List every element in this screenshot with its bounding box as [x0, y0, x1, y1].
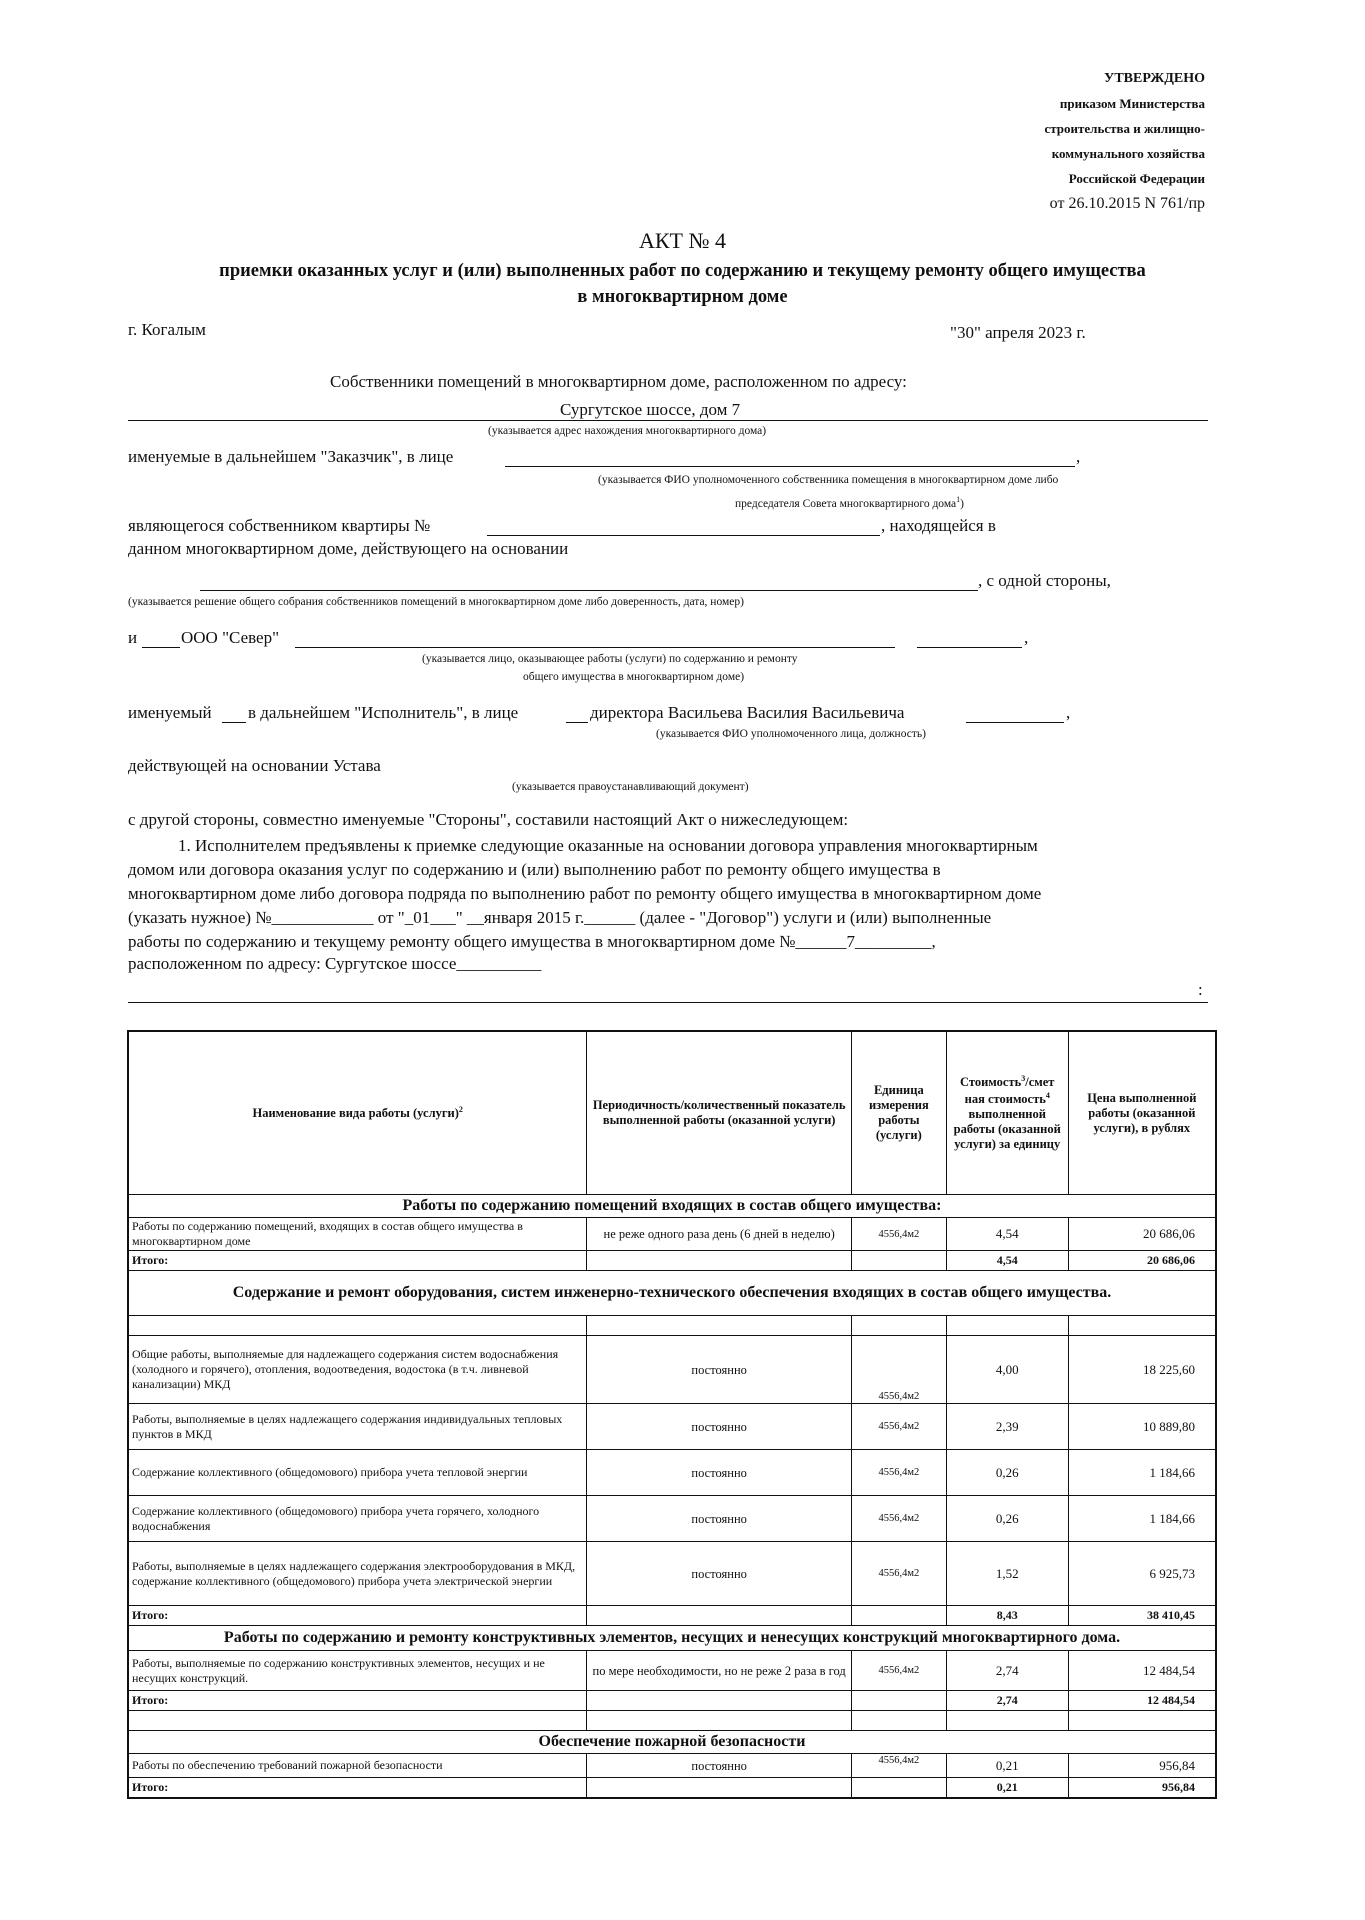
- act-title: АКТ № 4: [639, 228, 726, 253]
- row-price: 20 686,06: [1068, 1218, 1216, 1251]
- row-periodicity: постоянно: [587, 1754, 851, 1778]
- executor-b: в дальнейшем "Исполнитель", в лице: [248, 703, 519, 722]
- basis-underline: [200, 590, 978, 591]
- contractor-underline2: [917, 647, 1022, 648]
- row-price: 18 225,60: [1068, 1336, 1216, 1404]
- row-unit: 4556,4м2: [851, 1542, 946, 1606]
- total-row: [128, 1606, 1216, 1626]
- and-word: и: [128, 628, 138, 647]
- total-label: Итого:: [128, 1778, 587, 1799]
- section-title: Содержание и ремонт оборудования, систем инженерно-технического обеспечения входящих в состав общего имущества.: [128, 1271, 1216, 1316]
- header-cost-a: Стоимость: [960, 1075, 1022, 1090]
- approval-line: Российской Федерации: [1068, 171, 1205, 186]
- paragraph1-line2: домом или договора оказания услуг по содержанию и (или) выполнению работ по ремонту общего имущества в: [128, 860, 941, 879]
- contractor-note2: общего имущества в многоквартирном доме): [523, 671, 745, 683]
- section-row: [128, 1195, 1216, 1218]
- address: Сургутское шоссе, дом 7: [560, 400, 741, 419]
- row-name: Общие работы, выполняемые для надлежащего содержания систем водоснабжения (холодного и горячего), отопления, водоотведения, водостока (в т.ч. ливневой канализации) МКД: [128, 1336, 587, 1404]
- total-cost: 0,21: [946, 1778, 1068, 1799]
- executor-underline-b: [566, 722, 588, 723]
- row-periodicity: постоянно: [587, 1542, 851, 1606]
- total-price: 956,84: [1068, 1778, 1216, 1799]
- row-cost: 1,52: [946, 1542, 1068, 1606]
- customer-note2-text: председателя Совета многоквартирного дома: [735, 497, 957, 510]
- act-subtitle-line2: в многоквартирном доме: [577, 287, 788, 307]
- table-row: [128, 1336, 1216, 1404]
- customer-line: именуемые в дальнейшем "Заказчик", в лице: [128, 447, 454, 466]
- total-cost: 2,74: [946, 1691, 1068, 1711]
- apartment-underline: [487, 535, 880, 536]
- paragraph1-underline: [128, 1002, 1208, 1003]
- total-row: [128, 1691, 1216, 1711]
- row-name: Работы, выполняемые по содержанию конструктивных элементов, несущих и не несущих конструкций.: [128, 1651, 587, 1691]
- paragraph1-line3: многоквартирном доме либо договора подряда по выполнению работ по ремонту общего имущества в многоквартирном доме: [128, 884, 1042, 903]
- contractor-end: ,: [1024, 628, 1029, 647]
- one-side: , с одной стороны,: [978, 571, 1111, 590]
- contractor-underline-pre: [142, 647, 180, 648]
- customer-underline: [505, 466, 1075, 467]
- header-price: Цена выполненной работы (оказанной услуги), в рублях: [1068, 1031, 1216, 1195]
- contractor-name: ООО "Север": [181, 628, 280, 647]
- row-price: 10 889,80: [1068, 1404, 1216, 1450]
- row-periodicity: постоянно: [587, 1336, 851, 1404]
- row-cost: 0,21: [946, 1754, 1068, 1778]
- footnote-ref: 1: [956, 495, 961, 504]
- row-name: Работы по содержанию помещений, входящих в состав общего имущества в многоквартирном доме: [128, 1218, 587, 1251]
- row-price: 956,84: [1068, 1754, 1216, 1778]
- approval-line: строительства и жилищно-: [1044, 121, 1205, 136]
- row-name: Работы, выполняемые в целях надлежащего содержания индивидуальных тепловых пунктов в МКД: [128, 1404, 587, 1450]
- row-cost: 4,00: [946, 1336, 1068, 1404]
- section-title: Обеспечение пожарной безопасности: [128, 1731, 1216, 1754]
- row-cost: 4,54: [946, 1218, 1068, 1251]
- customer-end: ,: [1076, 447, 1081, 466]
- footnote-ref: 3: [1021, 1074, 1026, 1084]
- row-name: Содержание коллективного (общедомового) прибора учета тепловой энергии: [128, 1450, 587, 1496]
- acting-basis: действующей на основании Устава: [128, 756, 381, 775]
- header-cost-c: выполненной работы (оказанной услуги) за единицу: [953, 1106, 1061, 1151]
- total-cost: 8,43: [946, 1606, 1068, 1626]
- total-label: Итого:: [128, 1251, 587, 1271]
- header-name: [128, 1031, 587, 1195]
- city: г. Когалым: [128, 320, 206, 339]
- contractor-note1: (указывается лицо, оказывающее работы (услуги) по содержанию и ремонту: [422, 653, 798, 665]
- row-price: 1 184,66: [1068, 1496, 1216, 1542]
- spacer-row: [128, 1316, 1216, 1336]
- header-cost: [946, 1031, 1068, 1195]
- act-subtitle: [0, 258, 1365, 310]
- total-label: Итого:: [128, 1691, 587, 1711]
- row-unit: 4556,4м2: [851, 1754, 946, 1778]
- paragraph1-line5: работы по содержанию и текущему ремонту общего имущества в многоквартирном доме №______7_________,: [128, 932, 936, 951]
- row-cost: 2,74: [946, 1651, 1068, 1691]
- total-row: [128, 1778, 1216, 1799]
- total-price: 38 410,45: [1068, 1606, 1216, 1626]
- customer-note2: [735, 495, 964, 510]
- total-price: 20 686,06: [1068, 1251, 1216, 1271]
- owners-intro: Собственники помещений в многоквартирном доме, расположенном по адресу:: [330, 372, 907, 391]
- owner-apartment: являющегося собственником квартиры №: [128, 516, 431, 535]
- act-date: "30" апреля 2023 г.: [950, 323, 1086, 342]
- approval-order: от 26.10.2015 N 761/пр: [1049, 195, 1205, 212]
- row-unit: 4556,4м2: [851, 1218, 946, 1251]
- footnote-ref: 4: [1045, 1090, 1050, 1100]
- header-cost-b: /смет ная стоимость: [964, 1075, 1055, 1106]
- row-unit: 4556,4м2: [851, 1496, 946, 1542]
- paragraph1-colon: :: [1198, 980, 1203, 999]
- row-periodicity: постоянно: [587, 1404, 851, 1450]
- approval-block: [1044, 66, 1205, 216]
- executor-a: именуемый: [128, 703, 212, 722]
- section-row: [128, 1271, 1216, 1316]
- footnote-ref: 2: [458, 1104, 463, 1114]
- table-row: [128, 1218, 1216, 1251]
- row-unit: 4556,4м2: [851, 1404, 946, 1450]
- total-price: 12 484,54: [1068, 1691, 1216, 1711]
- other-side: с другой стороны, совместно именуемые "Стороны", составили настоящий Акт о нижеследующем:: [128, 810, 849, 829]
- paragraph1-line1: 1. Исполнителем предъявлены к приемке следующие оказанные на основании договора управления многоквартирным: [178, 836, 1038, 855]
- table-row: [128, 1404, 1216, 1450]
- row-cost: 2,39: [946, 1404, 1068, 1450]
- services-table: [127, 1030, 1217, 1799]
- basis-note: (указывается решение общего собрания собственников помещений в многоквартирном доме либо доверенность, дата, номер): [128, 596, 744, 608]
- row-name: Работы по обеспечению требований пожарной безопасности: [128, 1754, 587, 1778]
- executor-underline-c: [966, 722, 1064, 723]
- executor-person: директора Васильева Василия Васильевича: [590, 703, 905, 722]
- row-unit: 4556,4м2: [851, 1651, 946, 1691]
- section-row: [128, 1731, 1216, 1754]
- paragraph1-line6: расположенном по адресу: Сургутское шоссе__________: [128, 954, 542, 973]
- executor-end: ,: [1066, 703, 1071, 722]
- row-cost: 0,26: [946, 1450, 1068, 1496]
- contractor-underline: [295, 647, 895, 648]
- table-row: [128, 1651, 1216, 1691]
- total-cost: 4,54: [946, 1251, 1068, 1271]
- table-row: [128, 1496, 1216, 1542]
- table-row: [128, 1450, 1216, 1496]
- header-periodicity: Периодичность/количественный показатель выполненной работы (оказанной услуги): [587, 1031, 851, 1195]
- table-row: [128, 1542, 1216, 1606]
- customer-note2-end: ): [960, 497, 964, 510]
- executor-underline-a: [222, 722, 246, 723]
- row-price: 6 925,73: [1068, 1542, 1216, 1606]
- address-note: (указывается адрес нахождения многоквартирного дома): [488, 425, 767, 437]
- owner-apartment-end: , находящейся в: [881, 516, 996, 535]
- basis-line: данном многоквартирном доме, действующего на основании: [128, 539, 569, 558]
- address-underline: [128, 420, 1208, 421]
- row-name: Содержание коллективного (общедомового) прибора учета горячего, холодного водоснабжения: [128, 1496, 587, 1542]
- acting-note: (указывается правоустанавливающий документ): [512, 781, 749, 793]
- row-unit: 4556,4м2: [851, 1450, 946, 1496]
- total-row: [128, 1251, 1216, 1271]
- section-title: Работы по содержанию помещений входящих в состав общего имущества:: [128, 1195, 1216, 1218]
- header-name-text: Наименование вида работы (услуги): [252, 1106, 459, 1121]
- row-price: 1 184,66: [1068, 1450, 1216, 1496]
- row-periodicity: не реже одного раза день (6 дней в неделю): [587, 1218, 851, 1251]
- header-unit: Единица измерения работы (услуги): [851, 1031, 946, 1195]
- act-subtitle-line1: приемки оказанных услуг и (или) выполненных работ по содержанию и текущему ремонту общего имущества: [219, 261, 1146, 281]
- total-label: Итого:: [128, 1606, 587, 1626]
- table-row: [128, 1754, 1216, 1778]
- row-price: 12 484,54: [1068, 1651, 1216, 1691]
- paragraph1-line4: (указать нужное) №____________ от "_01___" __января 2015 г.______ (далее - "Договор") услуги и (или) выполненные: [128, 908, 992, 927]
- row-periodicity: постоянно: [587, 1496, 851, 1542]
- row-name: Работы, выполняемые в целях надлежащего содержания электрооборудования в МКД, содержание коллективного (общедомового) прибора учета электрической энергии: [128, 1542, 587, 1606]
- row-periodicity: по мере необходимости, но не реже 2 раза в год: [587, 1651, 851, 1691]
- executor-note: (указывается ФИО уполномоченного лица, должность): [656, 728, 926, 740]
- customer-note1: (указывается ФИО уполномоченного собственника помещения в многоквартирном доме либо: [598, 474, 1059, 486]
- approval-line: УТВЕРЖДЕНО: [1104, 71, 1205, 86]
- approval-line: приказом Министерства: [1059, 96, 1205, 111]
- row-periodicity: постоянно: [587, 1450, 851, 1496]
- row-unit: 4556,4м2: [851, 1336, 946, 1404]
- table-header-row: [128, 1031, 1216, 1195]
- approval-line: коммунального хозяйства: [1051, 146, 1205, 161]
- spacer-row: [128, 1711, 1216, 1731]
- section-title: Работы по содержанию и ремонту конструктивных элементов, несущих и ненесущих конструкций многоквартирного дома.: [128, 1626, 1216, 1651]
- section-row: [128, 1626, 1216, 1651]
- row-cost: 0,26: [946, 1496, 1068, 1542]
